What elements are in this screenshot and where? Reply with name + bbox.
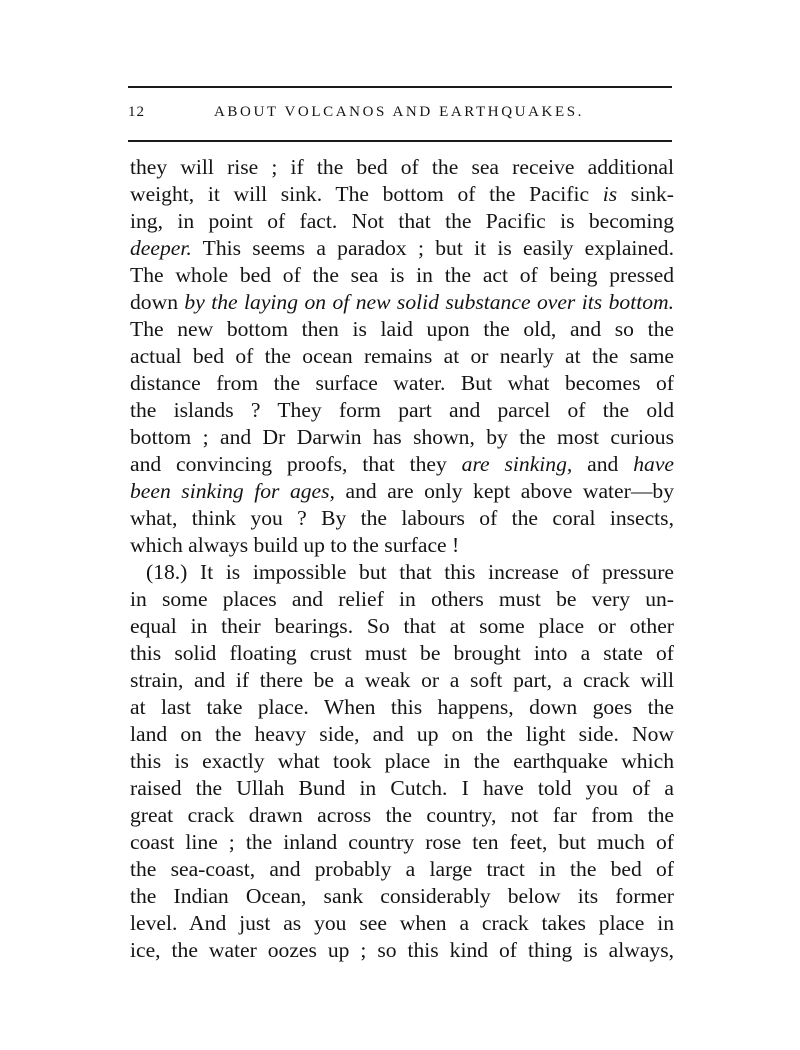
text-run: at last take place. When this happens, down goes the xyxy=(130,695,674,719)
text-line xyxy=(130,208,674,235)
text-line xyxy=(130,451,674,478)
text-line xyxy=(130,424,674,451)
text-line xyxy=(130,370,674,397)
italic-text: deeper. xyxy=(130,236,192,260)
italic-text: been sinking for ages, xyxy=(130,479,335,503)
text-line xyxy=(130,343,674,370)
text-line xyxy=(130,694,674,721)
text-run: actual bed of the ocean remains at or nearly at the same xyxy=(130,344,674,368)
text-line xyxy=(130,235,674,262)
text-line xyxy=(130,586,674,613)
page-number: 12 xyxy=(128,104,145,120)
text-line xyxy=(130,667,674,694)
text-run: The new bottom then is laid upon the old, and so the xyxy=(130,317,674,341)
text-line xyxy=(130,748,674,775)
text-run: coast line ; the inland country rose ten feet, but much of xyxy=(130,830,674,854)
text-run: distance from the surface water. But what becomes of xyxy=(130,371,674,395)
text-run: what, think you ? By the labours of the coral insects, xyxy=(130,506,674,530)
text-line xyxy=(130,640,674,667)
text-line xyxy=(130,316,674,343)
italic-text: by the laying on of new solid substance over its bottom. xyxy=(184,290,674,314)
text-run: and are only kept above water—by xyxy=(334,479,675,503)
text-line xyxy=(130,532,674,559)
text-run: the Indian Ocean, sank considerably below its former xyxy=(130,884,674,908)
text-run: and convincing proofs, that they xyxy=(130,452,462,476)
text-line xyxy=(130,910,674,937)
text-line xyxy=(130,154,674,181)
text-run: this is exactly what took place in the earthquake which xyxy=(130,749,674,773)
text-run: great crack drawn across the country, not far from the xyxy=(130,803,674,827)
text-line xyxy=(130,559,674,586)
text-run: land on the heavy side, and up on the light side. Now xyxy=(130,722,674,746)
body-text xyxy=(130,154,674,964)
text-run: weight, it will sink. The bottom of the Pacific xyxy=(130,182,603,206)
header-bottom-rule xyxy=(128,140,672,142)
text-line xyxy=(130,289,674,316)
text-line xyxy=(130,775,674,802)
text-run: ing, in point of fact. Not that the Pacific is becoming xyxy=(130,209,674,233)
text-run: ice, the water oozes up ; so this kind of thing is always, xyxy=(130,938,674,962)
text-run: and xyxy=(572,452,634,476)
italic-text: are sinking, xyxy=(461,452,573,476)
text-run: The whole bed of the sea is in the act of being pressed xyxy=(130,263,674,287)
text-line xyxy=(130,937,674,964)
text-line xyxy=(130,802,674,829)
text-line xyxy=(130,721,674,748)
text-run: in some places and relief in others must be very un- xyxy=(130,587,674,611)
running-title: ABOUT VOLCANOS AND EARTHQUAKES. xyxy=(214,104,584,120)
text-run: they will rise ; if the bed of the sea receive additional xyxy=(130,155,674,179)
running-header xyxy=(128,104,672,130)
text-line xyxy=(130,397,674,424)
text-line xyxy=(130,613,674,640)
italic-text: have xyxy=(633,452,674,476)
text-run: bottom ; and Dr Darwin has shown, by the most curious xyxy=(130,425,674,449)
text-run: which always build up to the surface ! xyxy=(130,533,460,557)
text-run: the islands ? They form part and parcel of the old xyxy=(130,398,674,422)
text-line xyxy=(130,856,674,883)
text-run: strain, and if there be a weak or a soft part, a crack will xyxy=(130,668,674,692)
text-run: the sea-coast, and probably a large tract in the bed of xyxy=(130,857,674,881)
text-run: (18.) It is impossible but that this increase of pressure xyxy=(146,560,674,584)
text-run: sink- xyxy=(617,182,674,206)
text-run: down xyxy=(130,290,185,314)
header-top-rule xyxy=(128,86,672,88)
text-line xyxy=(130,829,674,856)
text-line xyxy=(130,262,674,289)
text-run: This seems a paradox ; but it is easily explained. xyxy=(191,236,674,260)
text-run: raised the Ullah Bund in Cutch. I have told you of a xyxy=(130,776,674,800)
text-run: this solid floating crust must be brought into a state of xyxy=(130,641,674,665)
text-line xyxy=(130,505,674,532)
text-line xyxy=(130,883,674,910)
text-run: level. And just as you see when a crack takes place in xyxy=(130,911,674,935)
italic-text: is xyxy=(602,182,618,206)
text-line xyxy=(130,478,674,505)
text-line xyxy=(130,181,674,208)
text-run: equal in their bearings. So that at some place or other xyxy=(130,614,674,638)
